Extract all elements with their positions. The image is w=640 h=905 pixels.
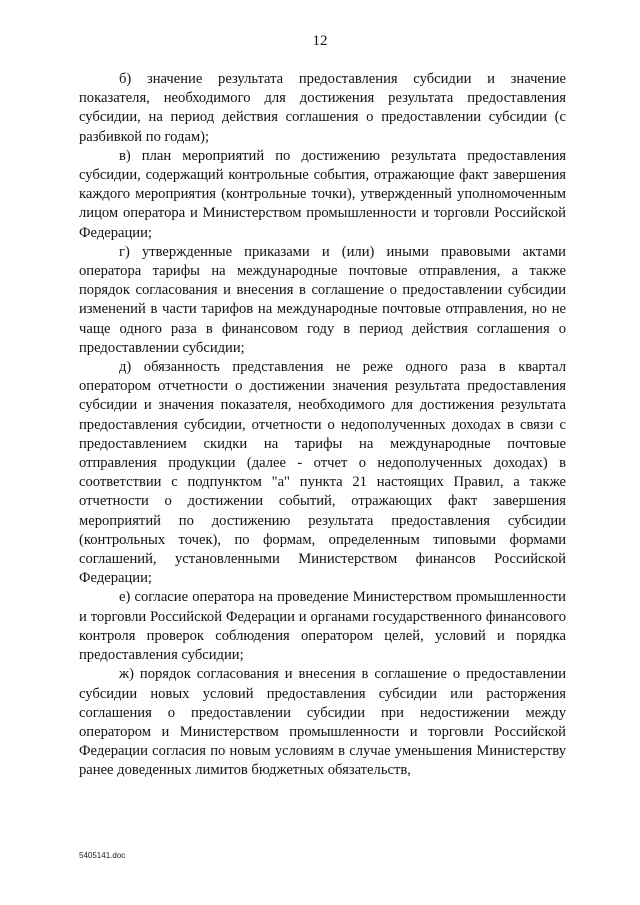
page-number: 12 [312, 33, 328, 49]
paragraph-d: д) обязанность представления не реже одного раза в квартал оператором отчетности о достижении значения результата предоставления субсидии и значения показателя, необходимого для достижения результата предоставления субсидии, отчетности о недополученных доходах в связи с предоставлением скидки на тарифы на международные почтовые отправления продукции (далее - отчет о недополученных доходах) в соответствии с подпунктом "а" пункта 21 настоящих Правил, а также отчетности о достижении событий, отражающих факт завершения мероприятий по достижению результата предоставления субсидии (контрольных точек), по формам, определенным типовыми формами соглашений, установленными Министерством финансов Российской Федерации; [79, 359, 566, 587]
document-file-code: 5405141.doc [79, 851, 126, 860]
paragraph-e: е) согласие оператора на проведение Министерством промышленности и торговли Российской Федерации и органами государственного финансового контроля проверок соблюдения оператором целей, условий и порядка предоставления субсидии; [79, 589, 566, 664]
document-body [79, 70, 566, 781]
paragraph-b: б) значение результата предоставления субсидии и значение показателя, необходимого для достижения результата предоставления субсидии, на период действия соглашения о предоставлении субсидии (с разбивкой по годам); [79, 71, 566, 145]
paragraph-g: г) утвержденные приказами и (или) иными правовыми актами оператора тарифы на международные почтовые отправления, а также порядок согласования и внесения в соглашение о предоставлении субсидии изменений в части тарифов на международные почтовые отправления, но не чаще одного раза в финансовом году в период действия соглашения о предоставлении субсидии; [79, 243, 566, 356]
paragraph-v: в) план мероприятий по достижению результата предоставления субсидии, содержащий контрольные события, отражающие факт завершения каждого мероприятия (контрольные точки), утвержденный уполномоченным лицом оператора и Министерством промышленности и торговли Российской Федерации; [79, 147, 566, 241]
paragraph-zh: ж) порядок согласования и внесения в соглашение о предоставлении субсидии новых условий предоставления субсидии или расторжения соглашения о предоставлении субсидии при недостижении между оператором и Министерством промышленности и торговли Российской Федерации согласия по новым условиям в случае уменьшения Министерству ранее доведенных лимитов бюджетных обязательств, [79, 666, 566, 779]
